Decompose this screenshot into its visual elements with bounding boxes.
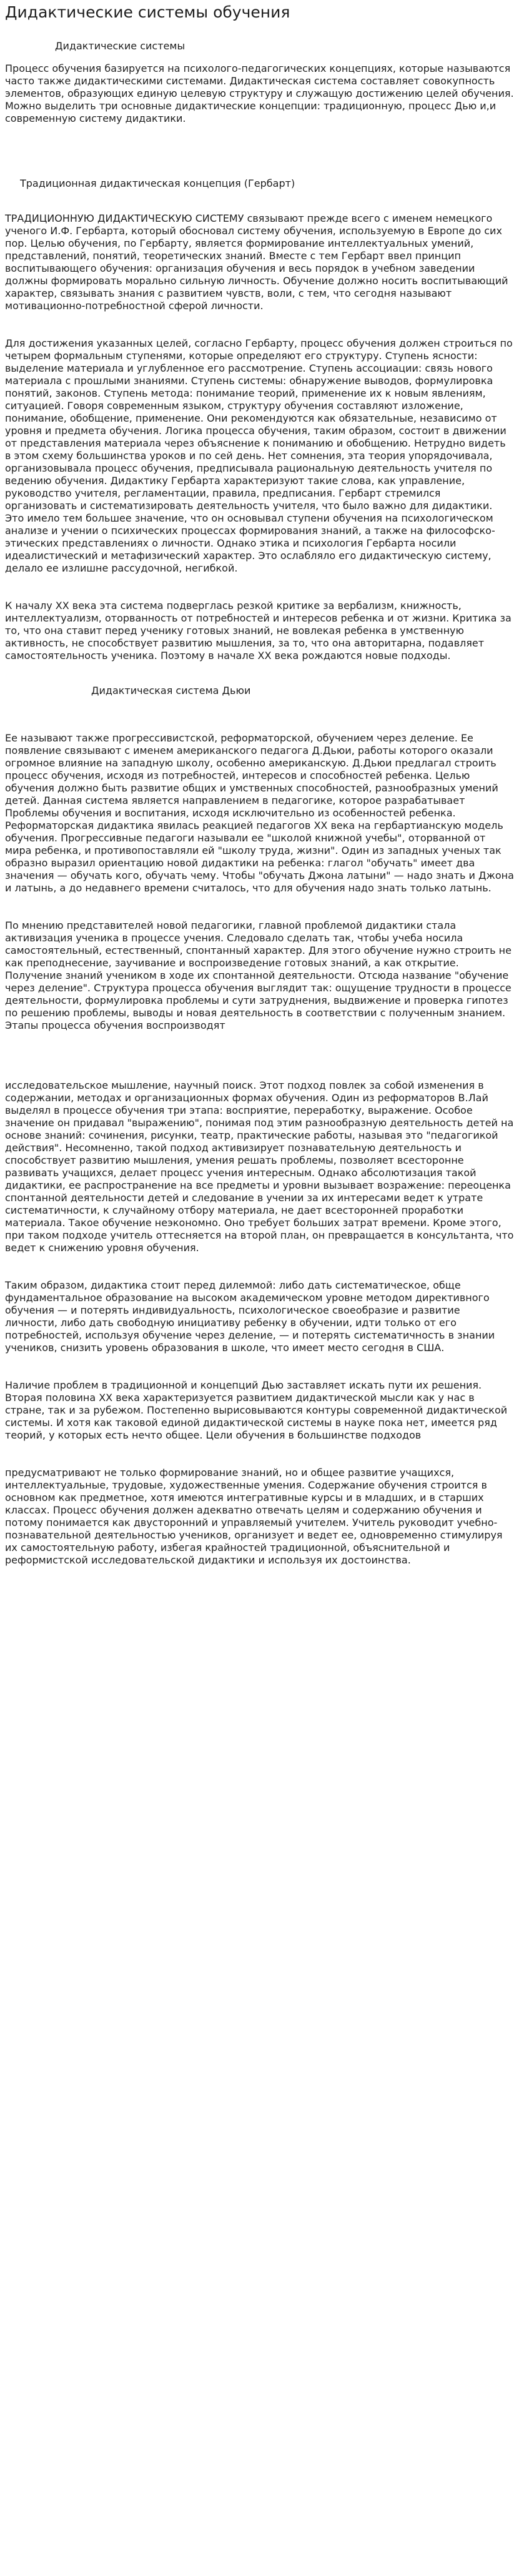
paragraph: По мнению представителей новой педагогики, главной проблемой дидактики стала активизация ученика в процессе учения. Следовало сделать так, чтобы учеба носила самостоятельный, естественный, спонтанный характер. Для этого обучение нужно строить не как преподнесение, заучивание и воспроизведение готовых знаний, а как открытие. Получение знаний учеником в ходе их спонтанной деятельности. Отсюда название "обучение через деление". Структура процесса обучения выглядит так: ощущение трудности в процессе деятельности, формулировка проблемы и сути затруднения, выдвижение и проверка гипотез по решению проблемы, выводы и новая деятельность в соответствии с полученным знанием. Этапы процесса обучения воспроизводят xyxy=(5,919,512,1031)
section-heading: Дидактическая система Дьюи xyxy=(91,685,251,696)
paragraph: Таким образом, дидактика стоит перед дилеммой: либо дать систематическое, обще фундаментальное образование на высоком академическом уровне методом директивного обучения — и потерять индивидуальность, психологическое своеобразие и развитие личности, либо дать свободную инициативу ребенку в обучении, идти только от его потребностей, используя обучение через деление, — и потерять систематичность в знании учеников, снизить уровень образования в школе, что имеет место сегодня в США. xyxy=(5,1279,495,1354)
paragraph: Ее называют также прогрессивистской, реформаторской, обучением через деление. Ее появление связывают с именем американского педагога Д.Дьюи, работы которого оказали огромное влияние на западную школу, особенно американскую. Д.Дьюи предлагал строить процесс обучения, исходя из потребностей, интересов и способностей ребенка. Целью обучения должно быть развитие общих и умственных способностей, разнообразных умений детей. Данная система является направлением в педагогике, которое разрабатывает Проблемы обучения и воспитания, исходя исключительно из особенностей ребенка. Реформаторская дидактика явилась реакцией педагогов XX века на гербартианскую модель обучения. Прогрессивные педагоги называли ее "школой книжной учебы", оторванной от мира ребенка, и противопоставляли ей "школу труда, жизни". Один из западных ученых так образно выразил ориентацию новой дидактики на ребенка: глагол "обучать" имеет два значения — обучать кого, обучать чему. Чтобы "обучать Джона латыни" — надо знать и Джона и латынь, а до недавнего времени считалось, что для обучения надо знать только латынь. xyxy=(5,732,514,894)
paragraph: Для достижения указанных целей, согласно Гербарту, процесс обучения должен строиться по четырем формальным ступенями, которые определяют его структуру. Ступень ясности: выделение материала и углубленное его рассмотрение. Ступень ассоциации: связь нового материала с прошлыми знаниями. Ступень системы: обнаружение выводов, формулировка понятий, законов. Ступень метода: понимание теорий, применение их к новым явлениям, ситуацией. Говоря современным языком, структуру обучения составляют изложение, понимание, обобщение, применение. Они рекомендуются как обязательные, независимо от уровня и предмета обучения. Логика процесса обучения, таким образом, состоит в движении от представления материала через объяснение к пониманию и обобщению. Нетрудно видеть в этом схему большинства уроков и по сей день. Нет сомнения, эта теория упорядочивала, организовывала процесс обучения, предписывала рациональную деятельность учителя по ведению обучения. Дидактику Гербарта характеризуют такие слова, как управление, руководство учителя, регламентации, правила, предписания. Гербарт стремился организовать и систематизировать деятельность учителя, что было важно для дидактики. Это имело тем большее значение, что он основывал ступени обучения на психологическом анализе и учении о психических процессах формирования знаний, а также на философско-этических представлениях о личности. Однако этика и психология Гербарта носили идеалистический и метафизический характер. Это ослабляло его дидактическую систему, делало ее излишне рассудочной, негибкой. xyxy=(5,337,513,574)
paragraph: Процесс обучения базируется на психолого-педагогических концепциях, которые называются часто также дидактическими системами. Дидактическая система составляет совокупность элементов, образующих единую целевую структуру и служащую достижению целей обучения. Можно выделить три основные дидактические концепции: традиционную, процесс Дью и,и современную систему дидактики. xyxy=(5,62,514,124)
paragraph: ТРАДИЦИОННУЮ ДИДАКТИЧЕСКУЮ СИСТЕМУ связывают прежде всего с именем немецкого ученого И.Ф. Гербарта, который обосновал систему обучения, используемую в Европе до сих пор. Целью обучения, по Гербарту, является формирование интеллектуальных умений, представлений, понятий, теоретических знаний. Вместе с тем Гербарт ввел принцип воспитывающего обучения: организация обучения и весь порядок в учебном заведении должны формировать морально сильную личность. Обучение должно носить воспитывающий характер, связывать знания с развитием чувств, воли, с тем, что сегодня называют мотивационно-потребностной сферой личности. xyxy=(5,212,508,312)
paragraph: Наличие проблем в традиционной и концепций Дью заставляет искать пути их решения. Вторая половина XX века характеризуется развитием дидактической мысли как у нас в стране, так и за рубежом. Постепенно вырисовываются контуры современной дидактической системы. И хотя как таковой единой дидактической системы в науке пока нет, имеется ряд теорий, у которых есть нечто общее. Цели обучения в большинстве подходов xyxy=(5,1379,508,1441)
page-title: Дидактические системы обучения xyxy=(5,3,290,21)
paragraph: К началу XX века эта система подверглась резкой критике за вербализм, книжность, интеллектуализм, оторванность от потребностей и интересов ребенка и от жизни. Критика за то, что она ставит перед ученику готовых знаний, не вовлекая ребенка в умственную активность, не способствует развитию мышления, за то, что она авторитарна, подавляет самостоятельность ученика. Поэтому в начале XX века рождаются новые подходы. xyxy=(5,600,512,661)
section-heading: Традиционная дидактическая концепция (Гербарт) xyxy=(20,177,295,189)
section-heading: Дидактические системы xyxy=(55,40,185,52)
paragraph: исследовательское мышление, научный поиск. Этот подход повлек за собой изменения в содержании, методах и организационных формах обучения. Один из реформаторов В.Лай выделял в процессе обучения три этапа: восприятие, переработку, выражение. Особое значение он придавал "выражению", понимая под этим разнообразную деятельность детей на основе знаний: сочинения, рисунки, театр, практические работы, называя это "педагогикой действия". Несомненно, такой подход активизирует познавательную деятельность и способствует развитию мышления, умения решать проблемы, позволяет всесторонне развивать учащихся, делает процесс учения интересным. Однако абсолютизация такой дидактики, ее распространение на все предметы и уровни вызывает возражение: переоценка спонтанной деятельности детей и следование в учении за их интересами ведет к утрате систематичности, к случайному отбору материала, не дает всесторонней проработки материала. Такое обучение неэкономно. Оно требует больших затрат времени. Кроме этого, при таком подходе учитель оттесняется на второй план, он превращается в консультанта, что ведет к снижению уровня обучения. xyxy=(5,1079,514,1254)
document-body xyxy=(0,40,519,1567)
paragraph: предусматривают не только формирование знаний, но и общее развитие учащихся, интеллектуальные, трудовые, художественные умения. Содержание обучения строится в основном как предметное, хотя имеются интегративные курсы и в младших, и в старших классах. Процесс обучения должен адекватно отвечать целям и содержанию обучения и потому понимается как двусторонний и управляемый учителем. Учитель руководит учебно-познавательной деятельностью учеников, организует и ведет ее, одновременно стимулируя их самостоятельную работу, избегая крайностей традиционной, объяснительной и реформистской исследовательской дидактики и используя их достоинства. xyxy=(5,1467,503,1566)
